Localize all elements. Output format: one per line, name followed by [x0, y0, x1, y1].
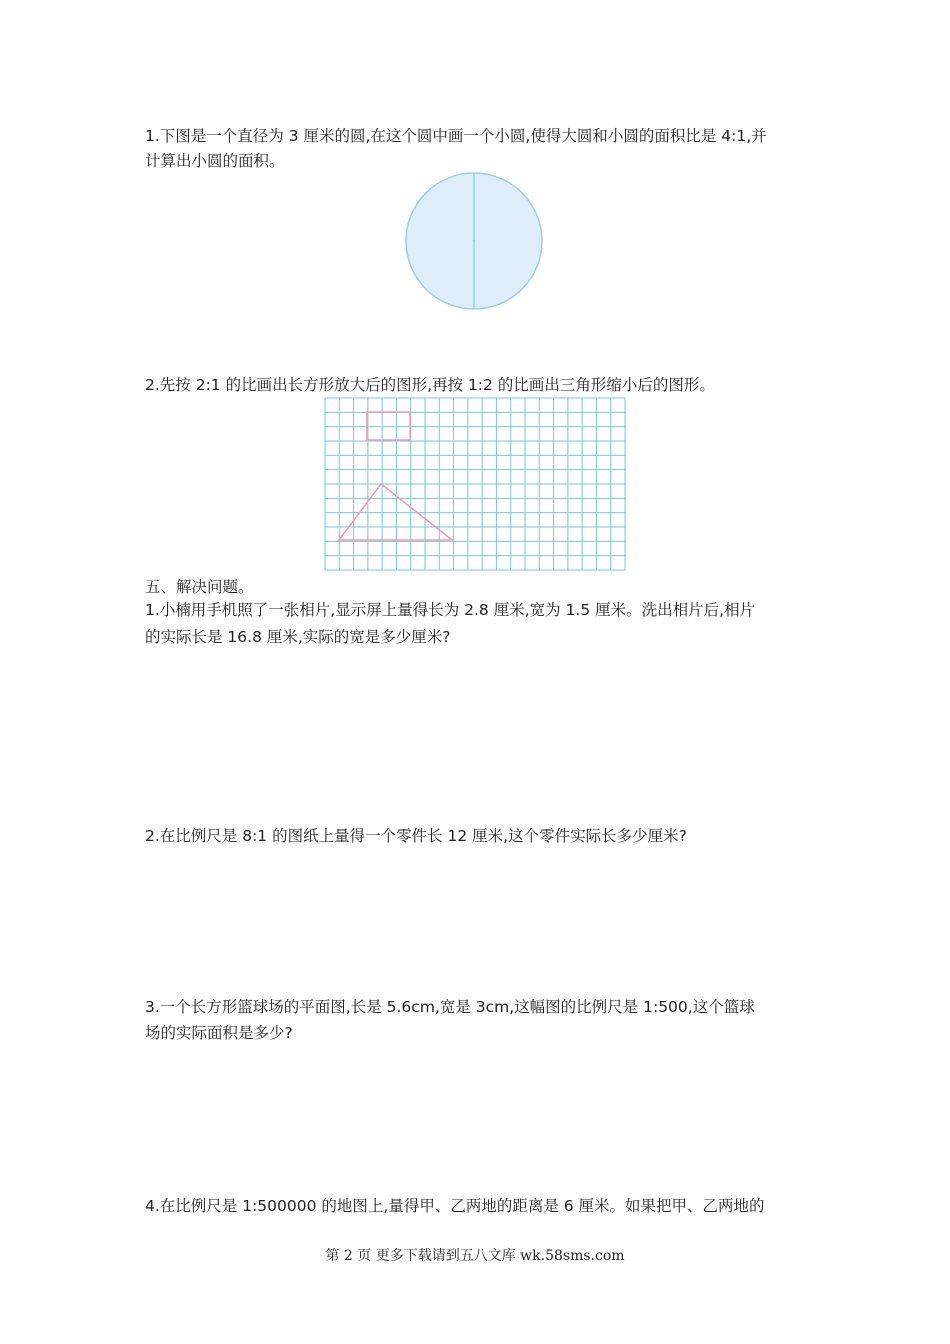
- grid-lines: [325, 398, 625, 570]
- problem-text: 4.在比例尺是 1:500000 的地图上,量得甲、乙两地的距离是 6 厘米。如果把甲、乙两地的: [145, 1197, 765, 1215]
- question-text: 1.下图是一个直径为 3 厘米的圆,在这个圆中画一个小圆,使得大圆和小圆的面积比是 4:1,并: [145, 127, 767, 145]
- page-footer: 第 2 页 更多下载请到五八文库 wk.58sms.com: [325, 1248, 625, 1264]
- small-rectangle: [367, 412, 410, 440]
- section-heading: 五、解决问题。: [145, 578, 254, 596]
- problem-text: 2.在比例尺是 8:1 的图纸上量得一个零件长 12 厘米,这个零件实际长多少厘米?: [145, 827, 687, 845]
- problem-text: 1.小楠用手机照了一张相片,显示屏上量得长为 2.8 厘米,宽为 1.5 厘米。洗出相片后,相片: [145, 601, 756, 619]
- question-text: 2.先按 2:1 的比画出长方形放大后的图形,再按 1:2 的比画出三角形缩小后的图形。: [145, 376, 715, 394]
- problem-text: 场的实际面积是多少?: [145, 1024, 293, 1042]
- grid-figure: [324, 397, 626, 571]
- problem-text: 3.一个长方形篮球场的平面图,长是 5.6cm,宽是 3cm,这幅图的比例尺是 1:500,这个篮球: [145, 998, 755, 1016]
- triangle: [339, 484, 452, 540]
- center-dot: [473, 240, 475, 242]
- problem-text: 的实际长是 16.8 厘米,实际的宽是多少厘米?: [145, 628, 451, 646]
- circle-figure: [400, 168, 550, 313]
- question-text: 计算出小圆的面积。: [145, 152, 285, 170]
